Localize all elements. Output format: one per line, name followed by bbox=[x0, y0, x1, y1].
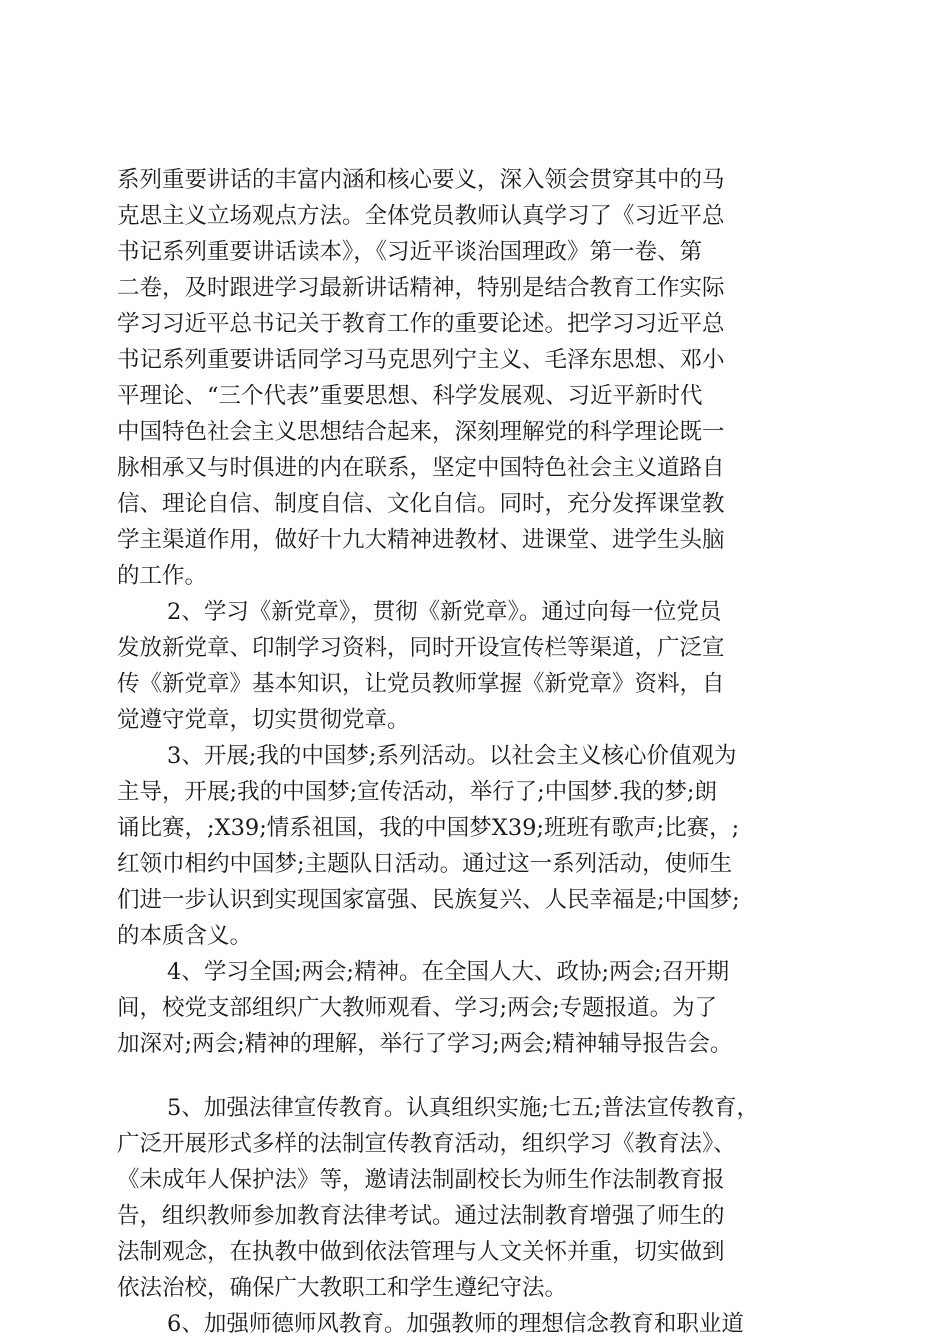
text-line: 红领巾相约中国梦;主题队日活动。通过这一系列活动，使师生 bbox=[117, 851, 733, 877]
text-line: 传《新党章》基本知识，让党员教师掌握《新党章》资料，自 bbox=[117, 671, 725, 697]
text-line: 间，校党支部组织广大教师观看、学习;两会;专题报道。为了 bbox=[117, 995, 718, 1021]
text-line: 书记系列重要讲话读本》，《习近平谈治国理政》第一卷、第 bbox=[117, 239, 703, 265]
text-line: 诵比赛，;X39;情系祖国，我的中国梦X39;班班有歌声;比赛，; bbox=[117, 815, 740, 841]
text-line: 的工作。 bbox=[117, 563, 208, 589]
text-line: 克思主义立场观点方法。全体党员教师认真学习了《习近平总 bbox=[117, 203, 725, 229]
paragraph-first-line: 4、学习全国;两会;精神。在全国人大、政协;两会;召开期 bbox=[167, 959, 730, 985]
text-line: 法制观念，在执教中做到依法管理与人文关怀并重，切实做到 bbox=[117, 1239, 725, 1265]
paragraph-first-line: 3、开展;我的中国梦;系列活动。以社会主义核心价值观为 bbox=[167, 743, 737, 769]
text-line: 广泛开展形式多样的法制宣传教育活动，组织学习《教育法》、 bbox=[117, 1131, 736, 1157]
text-line: 加深对;两会;精神的理解，举行了学习;两会;精神辅导报告会。 bbox=[117, 1031, 733, 1057]
text-line: 主导，开展;我的中国梦;宣传活动，举行了;中国梦.我的梦;朗 bbox=[117, 779, 717, 805]
text-line: 告，组织教师参加教育法律考试。通过法制教育增强了师生的 bbox=[117, 1203, 725, 1229]
paragraph-first-line: 5、加强法律宣传教育。认真组织实施;七五;普法宣传教育， bbox=[167, 1095, 759, 1121]
text-line: 们进一步认识到实现国家富强、民族复兴、人民幸福是;中国梦; bbox=[117, 887, 740, 913]
text-line: 学习习近平总书记关于教育工作的重要论述。把学习习近平总 bbox=[117, 311, 725, 337]
text-line: 平理论、“三个代表”重要思想、科学发展观、习近平新时代 bbox=[117, 383, 703, 409]
text-line: 二卷，及时跟进学习最新讲话精神，特别是结合教育工作实际 bbox=[117, 275, 725, 301]
text-line: 系列重要讲话的丰富内涵和核心要义，深入领会贯穿其中的马 bbox=[117, 167, 725, 193]
text-line: 中国特色社会主义思想结合起来，深刻理解党的科学理论既一 bbox=[117, 419, 725, 445]
text-line: 觉遵守党章，切实贯彻党章。 bbox=[117, 707, 410, 733]
text-line: 依法治校，确保广大教职工和学生遵纪守法。 bbox=[117, 1275, 568, 1301]
text-line: 发放新党章、印制学习资料，同时开设宣传栏等渠道，广泛宣 bbox=[117, 635, 725, 661]
paragraph-first-line: 2、学习《新党章》，贯彻《新党章》。通过向每一位党员 bbox=[167, 599, 722, 625]
text-line: 学主渠道作用，做好十九大精神进教材、进课堂、进学生头脑 bbox=[117, 527, 725, 553]
text-line: 《未成年人保护法》等，邀请法制副校长为师生作法制教育报 bbox=[117, 1167, 725, 1193]
paragraph-first-line: 6、加强师德师风教育。加强教师的理想信念教育和职业道 bbox=[167, 1311, 744, 1337]
text-line: 书记系列重要讲话同学习马克思列宁主义、毛泽东思想、邓小 bbox=[117, 347, 725, 373]
text-line: 的本质含义。 bbox=[117, 923, 253, 949]
text-line: 脉相承又与时俱进的内在联系，坚定中国特色社会主义道路自 bbox=[117, 455, 725, 481]
text-line: 信、理论自信、制度自信、文化自信。同时，充分发挥课堂教 bbox=[117, 491, 725, 517]
